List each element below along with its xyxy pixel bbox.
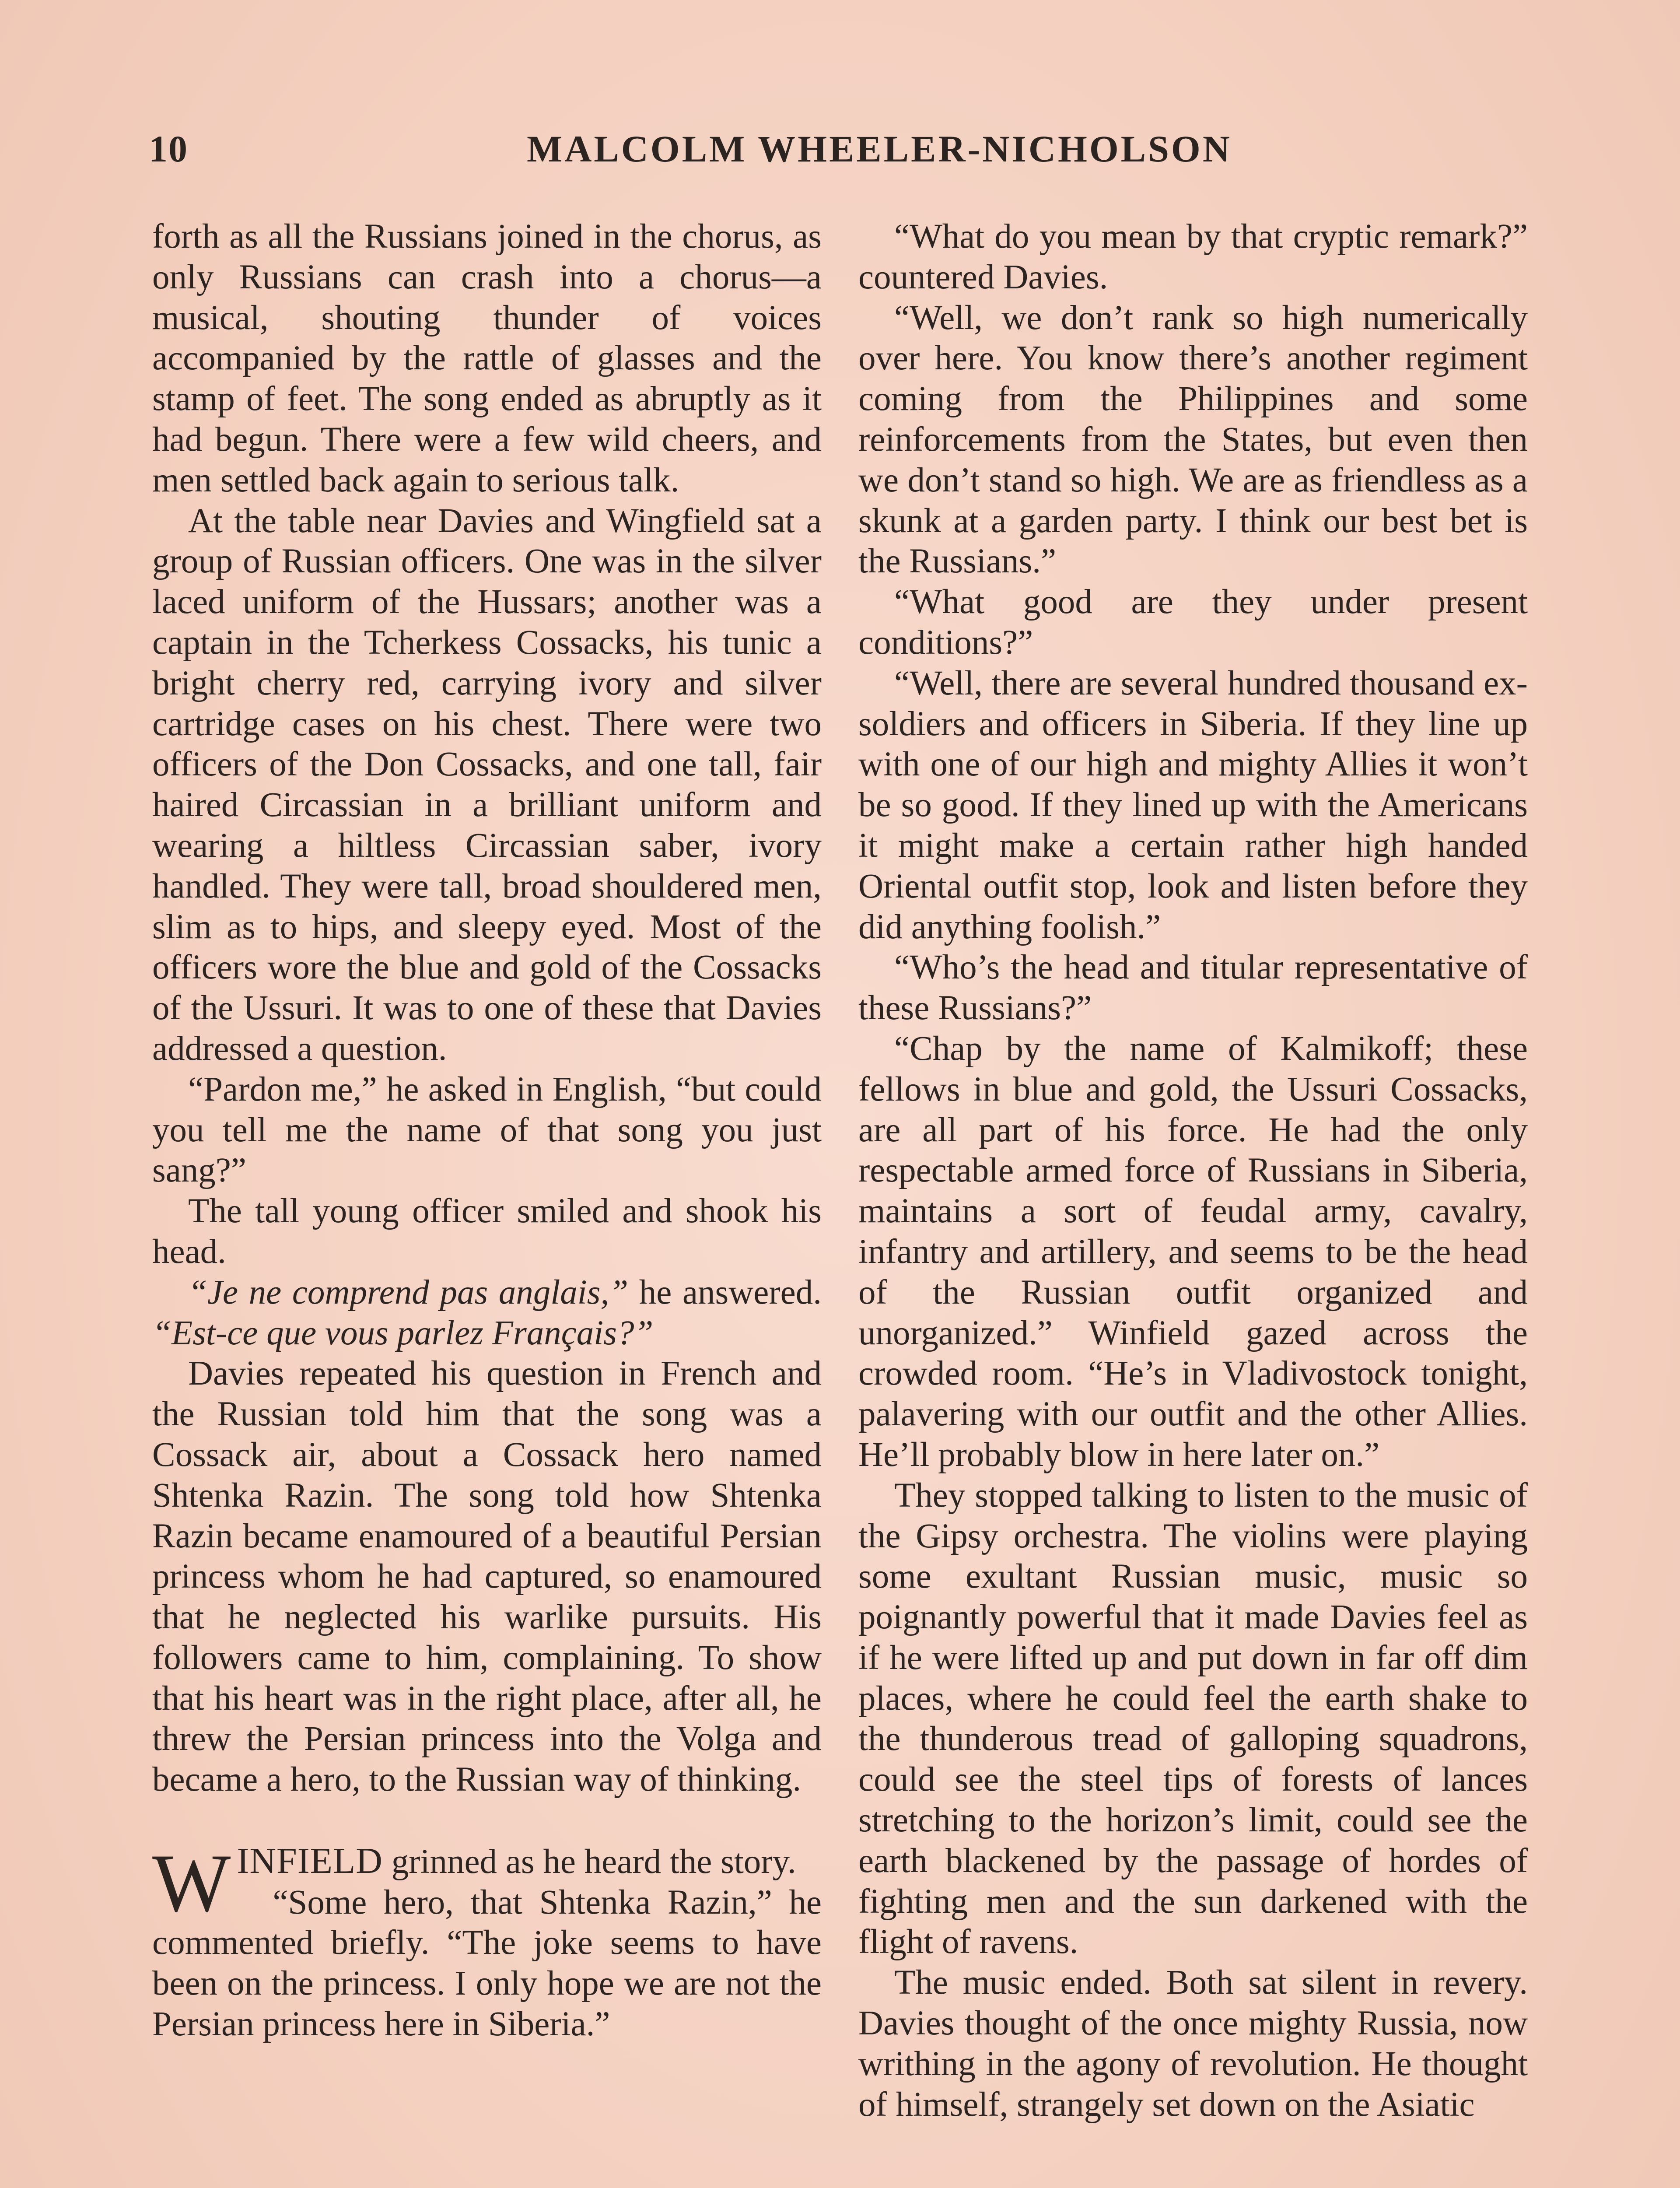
paragraph: “Who’s the head and titular representative of these Russians?”	[858, 948, 1528, 1027]
paragraph: “Well, there are several hundred thousand ex-soldiers and officers in Siberia. If they line up with one of our high and mighty Allies it won’t be so good. If they lined up with the Americans it might make a certain rather high handed Oriental outfit stop, look and listen before they did anything foolish.”	[858, 664, 1528, 946]
section-start-paragraph	[152, 1837, 822, 1929]
left-text-column	[152, 217, 822, 2045]
french-quote: “Je ne comprend pas anglais,”	[188, 1273, 629, 1311]
paragraph	[152, 1273, 822, 1354]
page-header	[149, 127, 1531, 179]
paragraph: “Pardon me,” he asked in English, “but could you tell me the name of that song you just sang?”	[152, 1070, 822, 1190]
paragraph: “Chap by the name of Kalmikoff; these fellows in blue and gold, the Ussuri Cossacks, are all part of his force. He had the only respectable armed force of Russians in Siberia, maintains a sort of feudal army, cavalry, infantry and artillery, and seems to be the head of the Russian outfit organized and unorganized.” Winfield gazed across the crowded room. “He’s in Vladivostock tonight, palavering with our outfit and the other Allies. He’ll probably blow in here later on.”	[858, 1029, 1528, 1474]
paragraph: They stopped talking to listen to the music of the Gipsy orchestra. The violins were playing some exultant Russian music, music so poignantly powerful that it made Davies feel as if he were lifted up and put down in far off dim places, where he could feel the earth shake to the thunderous tread of galloping squadrons, could see the steel tips of forests of lances stretching to the horizon’s limit, could see the earth blackened by the passage of hordes of fighting men and the sun darkened with the flight of ravens.	[858, 1476, 1528, 1961]
small-caps-lead: INFIELD	[237, 1840, 383, 1881]
page-number: 10	[149, 128, 188, 170]
paragraph: “What do you mean by that cryptic remark?” countered Davies.	[858, 217, 1528, 296]
paragraph: “What good are they under present conditions?”	[858, 583, 1528, 662]
paragraph: The music ended. Both sat silent in revery. Davies thought of the once mighty Russia, now writhing in the agony of revolution. He thought of himself, strangely set down on the Asiatic	[858, 1964, 1528, 2124]
paragraph: At the table near Davies and Wingfield sat a group of Russian officers. One was in the silver laced uniform of the Hussars; another was a captain in the Tcherkess Cossacks, his tunic a bright cherry red, carrying ivory and silver cartridge cases on his chest. There were two officers of the Don Cossacks, and one tall, fair haired Circassian in a brilliant uniform and wearing a hiltless Circassian saber, ivory handled. They were tall, broad shouldered men, slim as to hips, and sleepy eyed. Most of the officers wore the blue and gold of the Cossacks of the Ussuri. It was to one of these that Davies addressed a question.	[152, 501, 822, 1068]
paragraph: “Well, we don’t rank so high numerically over here. You know there’s another regiment coming from the Philippines and some reinforcements from the States, but even then we don’t stand so high. We are as friendless as a skunk at a garden party. I think our best bet is the Russians.”	[858, 298, 1528, 581]
paragraph: “Some hero, that Shtenka Razin,” he commented briefly. “The joke seems to have been on the princess. I only hope we are not the Persian princess here in Siberia.”	[152, 1883, 822, 2044]
paragraph: The tall young officer smiled and shook his head.	[152, 1192, 822, 1271]
paragraph: forth as all the Russians joined in the chorus, as only Russians can crash into a chorus—a musical, shouting thunder of voices accompanied by the rattle of glasses and the stamp of feet. The song ended as abruptly as it had begun. There were a few wild cheers, and men settled back again to serious talk.	[152, 217, 822, 499]
running-head: MALCOLM WHEELER-NICHOLSON	[527, 128, 1232, 170]
paragraph-text: grinned as he heard the story.	[382, 1842, 796, 1881]
drop-cap: W	[152, 1837, 231, 1929]
french-quote: “Est-ce que vous parlez Français?”	[152, 1314, 654, 1352]
paragraph: Davies repeated his question in French and the Russian told him that the song was a Cossack air, about a Cossack hero named Shtenka Razin. The song told how Shtenka Razin became enamoured of a beautiful Persian princess whom he had captured, so enamoured that he neglected his warlike pursuits. His followers came to him, complaining. To show that his heart was in the right place, after all, he threw the Persian princess into the Volga and became a hero, to the Russian way of thinking.	[152, 1354, 822, 1799]
paragraph-text: he answered.	[628, 1273, 822, 1311]
right-text-column	[858, 217, 1528, 2125]
